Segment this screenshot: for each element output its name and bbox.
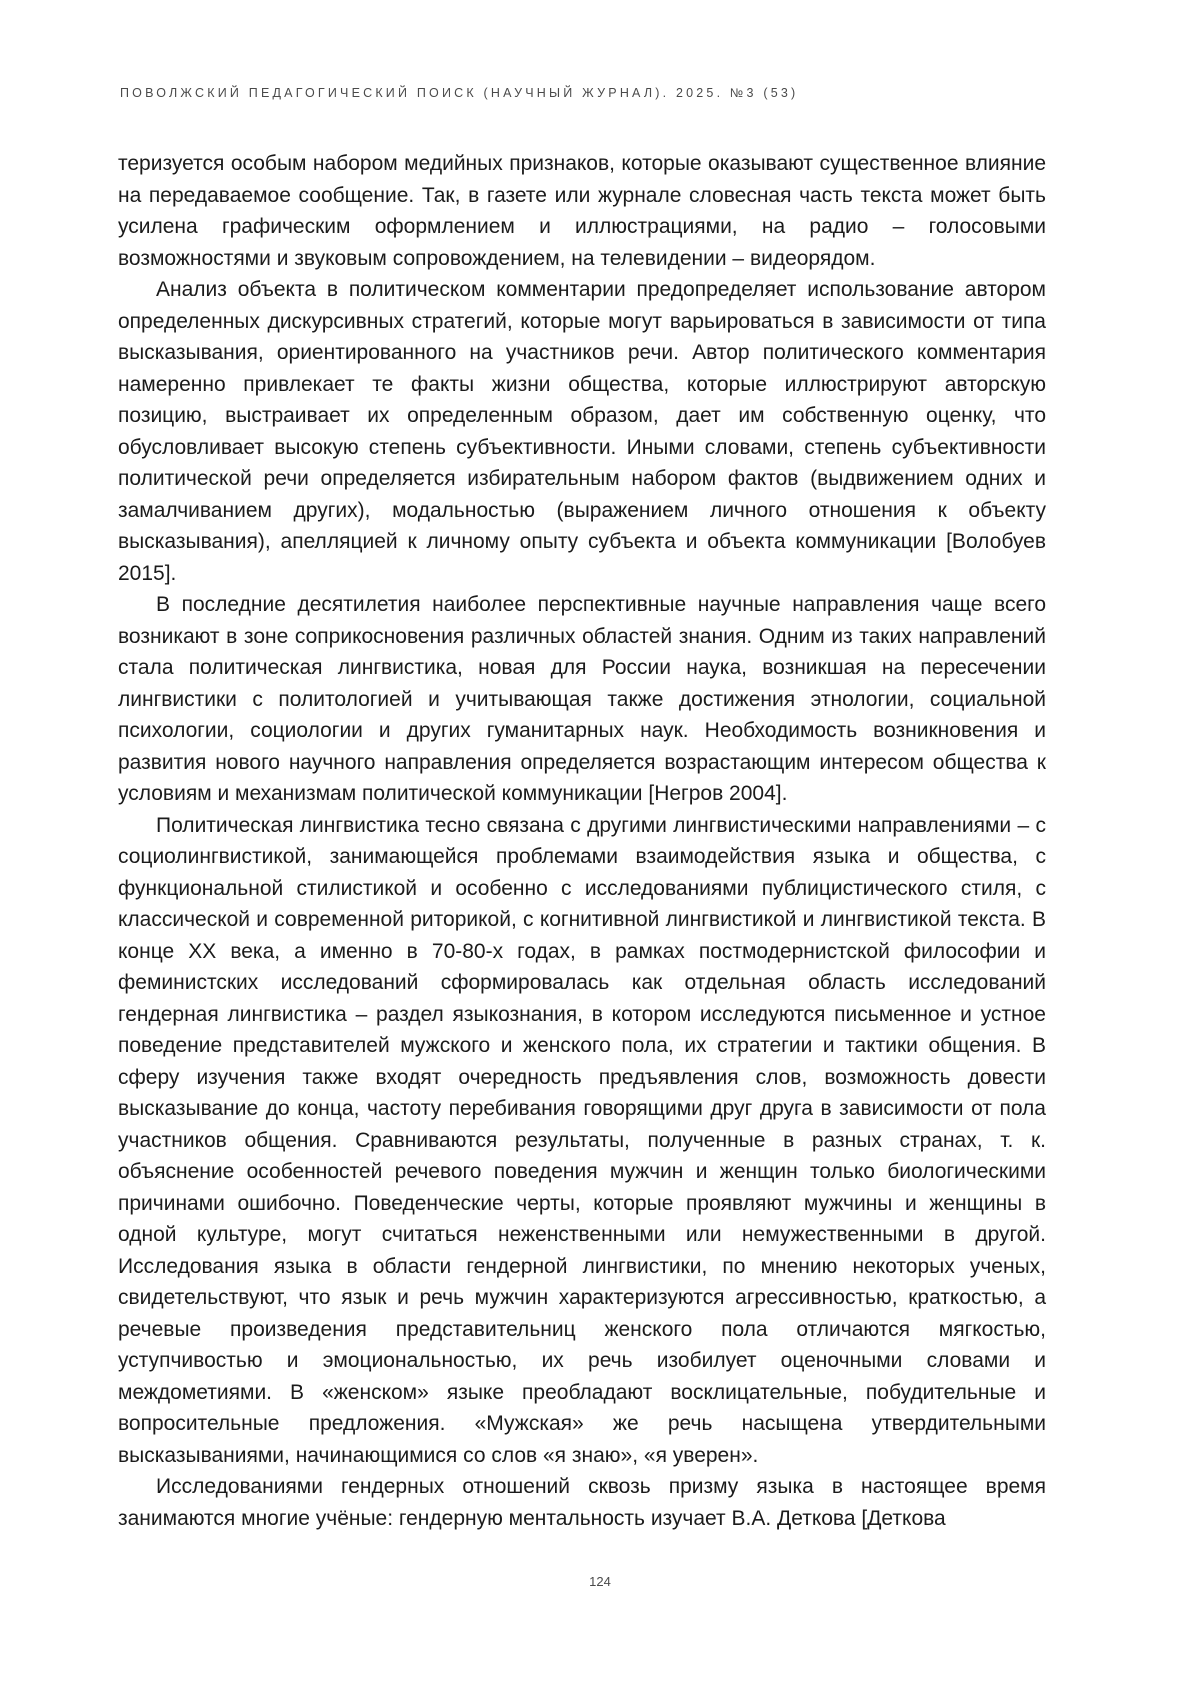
page-number: 124 [589,1574,611,1589]
paragraph: Исследованиями гендерных отношений сквозь призму языка в настоящее время занимаются многие учёные: гендерную ментальность изучает В.А. Деткова [Деткова [118,1475,1046,1530]
article-body [118,148,1046,1534]
paragraph: Политическая лингвистика тесно связана с другими лингвистическими направлениями – с социолингвистикой, занимающейся проблемами взаимодействия языка и общества, с функциональной стилистикой и особенно с исследованиями публицистического стиля, с классической и современной риторикой, с когнитивной лингвистикой и лингвистикой текста. В конце XX века, а именно в 70-80-х годах, в рамках постмодернистской философии и феминистских исследований сформировалась как отдельная область исследований гендерная лингвистика – раздел языкознания, в котором исследуются письменное и устное поведение представителей мужского и женского пола, их стратегии и тактики общения. В сферу изучения также входят очередность предъявления слов, возможность довести высказывание до конца, частоту перебивания говорящими друг друга в зависимости от пола участников общения. Сравниваются результаты, полученные в разных странах, т. к. объяснение особенностей речевого поведения мужчин и женщин только биологическими причинами ошибочно. Поведенческие черты, которые проявляют мужчины и женщины в одной культуре, могут считаться неженственными или немужественными в другой. Исследования языка в области гендерной лингвистики, по мнению некоторых ученых, свидетельствуют, что язык и речь мужчин характеризуются агрессивностью, краткостью, а речевые произведения представительниц женского пола отличаются мягкостью, уступчивостью и эмоциональностью, их речь изобилует оценочными словами и междометиями. В «женском» языке преобладают восклицательные, побудительные и вопросительные предложения. «Мужская» же речь насыщена утвердительными высказываниями, начинающимися со слов «я знаю», «я уверен». [118,813,1046,1467]
paragraph: Анализ объекта в политическом комментарии предопределяет использование автором определенных дискурсивных стратегий, которые могут варьироваться в зависимости от типа высказывания, ориентированного на участников речи. Автор политического комментария намеренно привлекает те факты жизни общества, которые иллюстрируют авторскую позицию, выстраивает их определенным образом, дает им собственную оценку, что обусловливает высокую степень субъективности. Иными словами, степень субъективности политической речи определяется избирательным набором фактов (выдвижением одних и замалчиванием других), модальностью (выражением личного отношения к объекту высказывания), апелляцией к личному опыту субъекта и объекта коммуникации [Волобуев 2015]. [118,278,1046,585]
paragraph: В последние десятилетия наиболее перспективные научные направления чаще всего возникают в зоне соприкосновения различных областей знания. Одним из таких направлений стала политическая лингвистика, новая для России наука, возникшая на пересечении лингвистики с политологией и учитывающая также достижения этнологии, социальной психологии, социологии и других гуманитарных наук. Необходимость возникновения и развития нового научного направления определяется возрастающим интересом общества к условиям и механизмам политической коммуникации [Негров 2004]. [118,593,1046,805]
running-head: ПОВОЛЖСКИЙ ПЕДАГОГИЧЕСКИЙ ПОИСК (НАУЧНЫЙ ЖУРНАЛ). 2025. №3 (53) [120,86,799,100]
paragraph: теризуется особым набором медийных признаков, которые оказывают существенное влияние на передаваемое сообщение. Так, в газете или журнале словесная часть текста может быть усилена графическим оформлением и иллюстрациями, на радио – голосовыми возможностями и звуковым сопровождением, на телевидении – видеорядом. [118,152,1046,270]
